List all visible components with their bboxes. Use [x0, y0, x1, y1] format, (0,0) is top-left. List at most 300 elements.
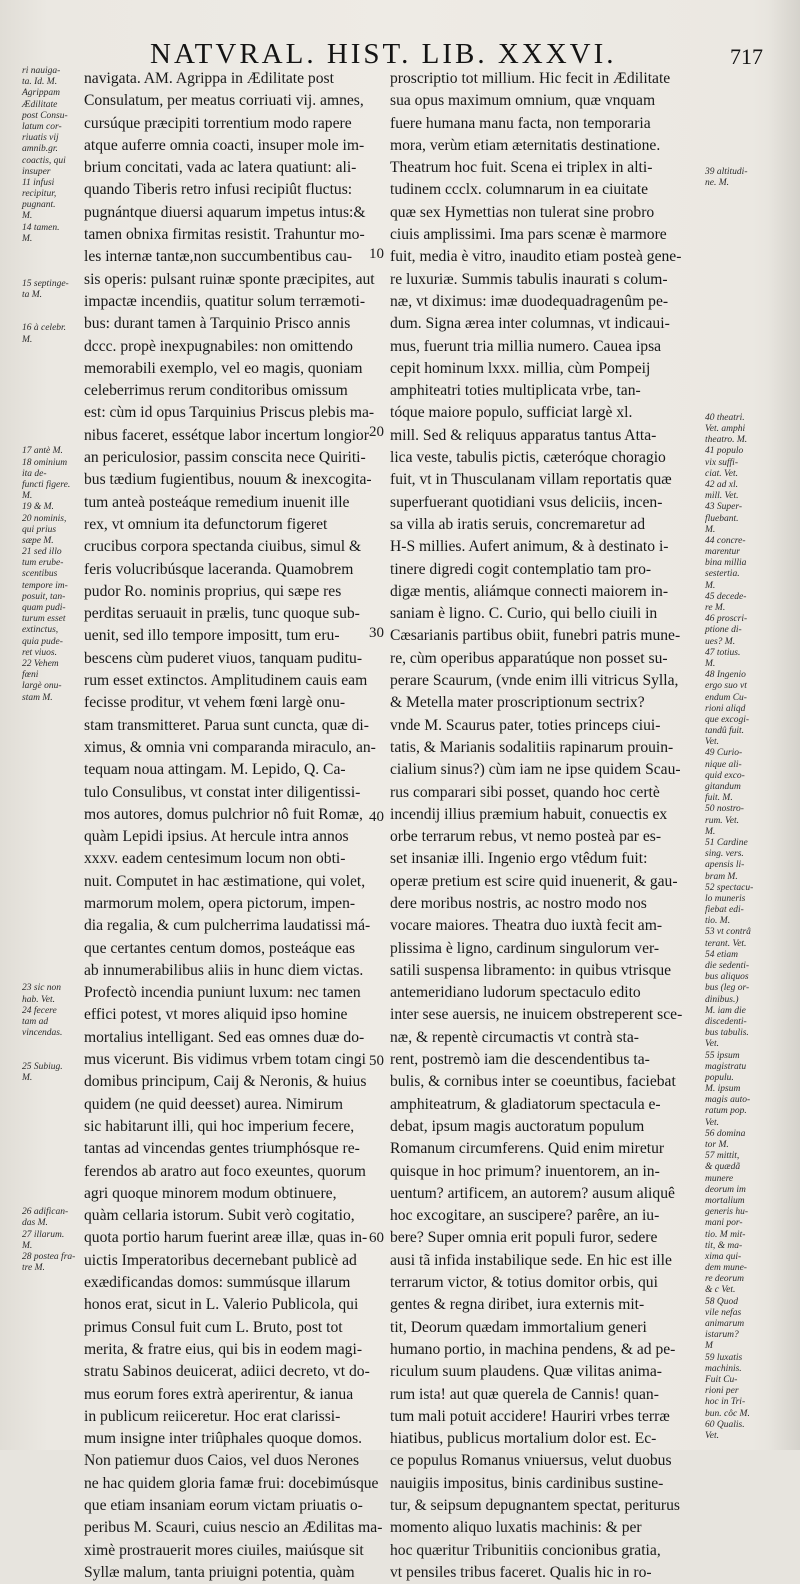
- margin-note-line: animarum: [705, 1319, 745, 1329]
- text-line: næ, vt diximus: imæ duodequadragenûm pe-: [390, 292, 669, 310]
- margin-note-line: bus tabulis.: [705, 1028, 749, 1039]
- margin-note-line: 47 totius.: [705, 647, 741, 658]
- margin-note-line: ret viuos.: [22, 647, 58, 658]
- margin-note-line: populu.: [705, 1072, 734, 1083]
- text-line: Non patiemur duos Caios, vel duos Nerones: [84, 1452, 360, 1470]
- margin-note-line: [22, 1140, 80, 1151]
- margin-note-line: [22, 1106, 80, 1117]
- margin-note-line: M.: [22, 491, 33, 502]
- text-line: rum ista! aut quæ querela de Cannis! quan-: [390, 1385, 659, 1403]
- margin-note-line: [22, 267, 80, 278]
- margin-note-line: gitandum: [705, 782, 741, 792]
- margin-note-line: ues? M.: [705, 636, 736, 647]
- margin-note-line: [22, 1151, 80, 1162]
- text-line: terrarum victor, & totius domitor orbis, qui: [390, 1274, 658, 1292]
- margin-note-line: bina millia: [705, 558, 747, 569]
- margin-note-line: [22, 245, 80, 256]
- text-line: re, cùm operibus apparatúque non posset su-: [390, 649, 668, 667]
- margin-note-line: M.: [705, 580, 716, 591]
- margin-note-line: [22, 402, 80, 413]
- text-line: operæ pretium est scire quid inuenerit, & gau-: [390, 872, 678, 890]
- margin-note-line: ne. M.: [705, 177, 730, 188]
- text-line: mus, fuerunt tria millia numero. Cauea ipsa: [390, 337, 662, 355]
- text-line: tinere digredi cogit contemplatio tam pro-: [390, 560, 652, 578]
- margin-note-line: hab. Vet.: [22, 994, 55, 1005]
- margin-note-line: theatro. M.: [705, 435, 748, 446]
- text-line: rum esset extinctos. Amplitudinem cauis eam: [84, 672, 368, 690]
- margin-note-line: [705, 144, 767, 155]
- margin-note-line: tio. M mit-: [705, 1229, 746, 1240]
- margin-note-line: 50 nostro-: [705, 804, 744, 815]
- margin-note-line: das M.: [22, 1218, 48, 1229]
- margin-note-line: tempore im-: [22, 580, 68, 591]
- text-line: saniam è ligno. C. Curio, qui bello ciuili in: [390, 605, 658, 623]
- margin-note-line: [22, 413, 80, 424]
- text-line: tatis, & Marianis sodalitiis rapinarum prouin-: [390, 738, 674, 756]
- right-margin-notes: [705, 66, 767, 1442]
- text-line: bus: durant tamen à Tarquinio Prisco annis: [84, 315, 351, 333]
- margin-note-line: terant. Vet.: [705, 938, 747, 949]
- margin-note-line: 21 sed illo: [22, 547, 62, 558]
- margin-note-line: tor M.: [705, 1140, 729, 1150]
- text-line: dccc. propè inexpugnabiles: non omittendo: [84, 337, 353, 355]
- margin-note-line: bun. côc M.: [705, 1408, 750, 1419]
- text-line: digæ mentis, aliámque connecti maiorem in-: [390, 582, 669, 600]
- text-line: tóque maiore populo, sufficiat largè xl.: [390, 404, 633, 422]
- margin-note-line: Ædilitate: [22, 99, 58, 110]
- margin-note-line: [22, 368, 80, 379]
- margin-note-line: 53 vt contrâ: [705, 927, 751, 938]
- text-line: exædificandas domos: summúsque illarum: [84, 1274, 351, 1292]
- margin-note-line: 54 etiam: [705, 949, 738, 960]
- text-line: dum. Signa ærea inter columnas, vt indicaui-: [390, 315, 670, 333]
- margin-note-line: [22, 1129, 80, 1140]
- text-line: nauigiis impositus, binis cardinibus sustine-: [390, 1474, 664, 1492]
- margin-note-line: Vet.: [705, 1430, 719, 1441]
- margin-note-line: re deorum: [705, 1274, 744, 1285]
- margin-note-line: [22, 860, 80, 871]
- margin-note-line: quid exco-: [705, 770, 745, 781]
- margin-note-line: [22, 760, 80, 771]
- margin-note-line: ita de-: [22, 468, 47, 479]
- text-line: quàm Lepidi ipsius. At hercule intra annos: [84, 828, 349, 846]
- margin-note-line: Agrippam: [22, 88, 60, 99]
- text-line: bus tædium fugientibus, nouum & inexcogita-: [84, 471, 372, 489]
- margin-note-line: [705, 368, 767, 379]
- text-line: mus vicerunt. Bis vidimus vrbem totam cingi: [84, 1051, 366, 1069]
- margin-note-line: [705, 301, 767, 312]
- margin-note-line: [705, 256, 767, 267]
- text-line: quàm cellaria istorum. Subit verò cogitatio,: [84, 1207, 355, 1225]
- text-line: ximè prostrauerit mores ciuiles, maiúsque sit: [84, 1541, 364, 1559]
- margin-note-line: 51 Cardine: [705, 837, 748, 848]
- margin-note-line: 18 ominium: [22, 457, 68, 468]
- margin-note-line: functi figere.: [22, 479, 71, 490]
- text-line: stam transmitteret. Parua sunt cuncta, quæ di-: [84, 716, 369, 734]
- text-line: Romanum circumferens. Quid enim miretur: [390, 1140, 665, 1158]
- text-line: celeberrimus rerum conditoribus omissum: [84, 382, 348, 400]
- text-line: orbe terrarum rebus, vt nemo posteà par es-: [390, 828, 662, 846]
- margin-note-line: [705, 357, 767, 368]
- margin-note-line: [22, 961, 80, 972]
- margin-note-line: vix suffi-: [705, 457, 738, 468]
- text-line: mus eorum fores extrà aperirentur, & ianua: [84, 1385, 354, 1403]
- text-line: effici potest, vt mores aliquid ipso homine: [84, 1006, 348, 1024]
- page-edge-shadow: [768, 0, 800, 1450]
- left-margin-notes: [22, 66, 80, 1274]
- text-line: mum insigne inter triûphales quoque domos.: [84, 1430, 363, 1448]
- text-line: que etiam insaniam eorum victam priuatis o-: [84, 1497, 363, 1514]
- text-line: perare Scaurum, (vnde enim illi vitricus Sylla,: [390, 672, 679, 690]
- margin-note-line: re M.: [705, 603, 726, 613]
- margin-note-line: [22, 849, 80, 860]
- margin-note-line: marentur: [705, 547, 741, 558]
- margin-note-line: [705, 402, 767, 413]
- text-line: navigata. AM. Agrippa in Ædilitate post: [84, 70, 334, 87]
- margin-note-line: [705, 133, 767, 144]
- margin-note-line: 40 theatri.: [705, 412, 745, 423]
- margin-note-line: [22, 894, 80, 905]
- margin-note-line: qui prius: [22, 524, 57, 535]
- margin-note-line: [22, 435, 80, 446]
- text-line: plissima è ligno, cardinum singulorum ver-: [390, 939, 660, 957]
- text-line: pudor Ro. nominis proprius, qui sæpe res: [84, 582, 342, 600]
- running-title: NATVRAL. HIST. LIB. XXXVI.: [150, 38, 617, 70]
- margin-note-line: Vet.: [705, 1117, 719, 1128]
- text-line: quidem (ne quid deesset) aurea. Nimirum: [84, 1095, 343, 1113]
- margin-note-line: [22, 793, 80, 804]
- line-number: 40: [369, 809, 384, 825]
- margin-note-line: [22, 916, 80, 927]
- margin-note-line: [22, 1174, 80, 1185]
- margin-note-line: [705, 200, 767, 211]
- text-line: amphiteatri toties multiplicata vrbe, tan-: [390, 382, 641, 400]
- margin-note-line: 56 domina: [705, 1128, 746, 1139]
- text-line: an periculosior, passim conscita nece Quiriti-: [84, 449, 366, 467]
- margin-note-line: largè onu-: [22, 681, 62, 692]
- text-line: hiatibus, publicus mortalium dolor est. Ec-: [390, 1430, 657, 1448]
- text-line: ab innumerabilibus aliis in hunc diem victas.: [84, 961, 364, 979]
- margin-note-line: 41 populo: [705, 446, 744, 457]
- margin-note-line: stam M.: [22, 692, 53, 703]
- text-line: quæ sex Hymettias non tulerat sine probro: [390, 203, 655, 221]
- margin-note-line: [22, 748, 80, 759]
- margin-note-line: magis auto-: [705, 1095, 751, 1106]
- text-line: dere moribus nostris, ac nostro modo nos: [390, 894, 647, 912]
- margin-note-line: [705, 290, 767, 301]
- margin-note-line: 42 ad xl.: [705, 479, 738, 490]
- margin-note-line: turum esset: [22, 614, 66, 625]
- text-line: vnde M. Scaurus pater, toties princeps ciui-: [390, 716, 661, 734]
- text-line: atque auferre omnia coacti, insuper mole im-: [84, 136, 365, 154]
- margin-note-line: quia pude-: [22, 636, 63, 647]
- text-line: vocare maiores. Theatra duo iuxtà fecit am-: [390, 917, 663, 935]
- margin-note-line: 15 septinge-: [22, 278, 69, 289]
- line-number: 50: [369, 1053, 384, 1069]
- text-line: bulis, & cornibus inter se coeuntibus, faciebat: [390, 1073, 676, 1091]
- text-line: rent, postremò iam die descendentibus ta-: [390, 1051, 650, 1069]
- line-number: 10: [369, 246, 384, 262]
- margin-note-line: fiebat edi-: [705, 905, 744, 916]
- text-line: tamen obnixa firmitas resistit. Trahuntur mo-: [84, 226, 365, 244]
- margin-note-line: [22, 1185, 80, 1196]
- margin-note-line: [22, 379, 80, 390]
- margin-note-line: 44 concre-: [705, 535, 746, 546]
- margin-note-line: coactis, qui: [22, 155, 66, 166]
- margin-note-line: 46 proscri-: [705, 614, 748, 625]
- margin-note-line: [22, 872, 80, 883]
- text-line: re luxuriæ. Summis tabulis inaurati s colum-: [390, 270, 668, 288]
- page-number: 717: [730, 44, 763, 69]
- margin-note-line: [22, 827, 80, 838]
- margin-note-line: [22, 737, 80, 748]
- margin-note-line: [22, 1118, 80, 1129]
- margin-note-line: 19 & M.: [22, 502, 54, 513]
- margin-note-line: bram M.: [705, 871, 738, 882]
- margin-note-line: Vet.: [705, 737, 719, 748]
- margin-note-line: [22, 715, 80, 726]
- text-line: que certantes centum domos, posteáque eas: [84, 939, 356, 957]
- margin-note-line: endum Cu-: [705, 692, 747, 703]
- margin-note-line: sing. vers.: [705, 849, 744, 860]
- margin-note-line: extinctus,: [22, 625, 59, 636]
- text-line: mortalius intelligant. Sed eas omnes duæ do-: [84, 1028, 365, 1046]
- margin-note-line: [22, 771, 80, 782]
- text-line: crucibus corpora spectanda ciuibus, simul &: [84, 538, 362, 556]
- text-line: in publicum reiiceretur. Hoc erat clarissi-: [84, 1407, 341, 1425]
- margin-note-line: [705, 312, 767, 323]
- margin-note-line: [22, 1095, 80, 1106]
- margin-note-line: 16 à celebr.: [22, 323, 67, 334]
- text-line: lica veste, tabulis pictis, cæteróque choragio: [390, 449, 666, 467]
- text-line: uenit, sed illo tempore impositt, tum eru-: [84, 627, 340, 645]
- line-number: 20: [369, 424, 384, 440]
- text-line: næ, & repentè circumactis vt contrà sta-: [390, 1028, 639, 1046]
- text-line: sa villa ab iratis seruis, concremaretur ad: [390, 515, 646, 533]
- text-line: proscriptio tot millium. Hic fecit in Ædilitate: [390, 70, 671, 87]
- margin-note-line: posuit, tan-: [22, 591, 66, 602]
- margin-note-line: mani por-: [705, 1218, 743, 1229]
- margin-note-line: [22, 1162, 80, 1173]
- margin-note-line: 20 nominis,: [22, 513, 67, 524]
- margin-note-line: [705, 111, 767, 122]
- margin-note-line: 23 sic non: [22, 983, 62, 994]
- text-line: mill. Sed & reliquus apparatus tantus Atta-: [390, 426, 657, 444]
- margin-note-line: Vet.: [705, 1039, 719, 1050]
- margin-note-line: M: [705, 1341, 713, 1352]
- margin-note-line: [705, 245, 767, 256]
- text-line: honos erat, sicut in L. Valerio Publicola, qui: [84, 1296, 359, 1314]
- text-line: uentum? artificem, an autorem? ausum aliquê: [390, 1184, 675, 1202]
- margin-note-line: dinibus.): [705, 994, 739, 1005]
- text-line: impactæ incendiis, quatitur solum terræmoti-: [84, 292, 366, 310]
- text-line: ce populus Romanus vniuersus, velut duobus: [390, 1452, 672, 1470]
- margin-note-line: [22, 256, 80, 267]
- margin-note-line: [22, 972, 80, 983]
- text-line: fuit, media è vitro, inaudito etiam posteà gene-: [390, 248, 682, 266]
- text-line: mos autores, domus pulchrior nô fuit Romæ,: [84, 805, 363, 823]
- text-line: xxxv. eadem centesimum locum non obti-: [84, 850, 346, 868]
- margin-note-line: 22 Vehem: [22, 658, 59, 669]
- margin-note-line: [22, 927, 80, 938]
- margin-note-line: munere: [705, 1173, 734, 1184]
- margin-note-line: [705, 211, 767, 222]
- margin-note-line: [705, 323, 767, 334]
- margin-note-line: nique ali-: [705, 759, 742, 770]
- margin-note-line: [705, 100, 767, 111]
- text-line: est: cùm id opus Tarquinius Priscus plebis ma-: [84, 404, 375, 422]
- margin-note-line: 60 Qualis.: [705, 1419, 745, 1430]
- margin-note-line: Fuit Cu-: [705, 1374, 738, 1385]
- margin-note-line: M.: [22, 1240, 33, 1251]
- text-line: H-S millies. Aufert animum, & à destinato i-: [390, 538, 669, 556]
- margin-note-line: 45 decede-: [705, 591, 747, 602]
- text-line: feris volucribúsque lacerandа. Quamobrem: [84, 560, 354, 578]
- text-line: brium concitati, vada ac latera quatiunt: ali-: [84, 159, 357, 177]
- margin-note-line: [22, 838, 80, 849]
- text-line: domibus principum, Caij & Neronis, & huius: [84, 1073, 367, 1091]
- text-line: rus comparari sibi posset, quando hoc certè: [390, 783, 660, 801]
- margin-note-line: [22, 357, 80, 368]
- margin-note-line: 43 Super-: [705, 502, 743, 513]
- margin-note-line: ta. Id. M.: [22, 77, 58, 88]
- line-number: 30: [369, 625, 384, 641]
- text-line: hoc excogitare, an suscipere? parêre, an iu-: [390, 1207, 660, 1225]
- margin-note-line: insuper: [22, 166, 51, 177]
- margin-note-line: que excogi-: [705, 714, 750, 725]
- text-line: tit, Deorum quædam immortalium generi: [390, 1318, 647, 1336]
- text-line: tum anteà posteáque remedium inuenit ille: [84, 493, 350, 511]
- text-line: Theatrum hoc fuit. Scena ei triplex in alti-: [390, 159, 653, 177]
- margin-note-line: [705, 122, 767, 133]
- text-line: perditas seruauit in prælis, tunc quoque sub-: [84, 605, 360, 623]
- margin-note-line: recipitur,: [22, 189, 57, 200]
- margin-note-line: deorum im: [705, 1184, 746, 1195]
- margin-note-line: 55 ipsum: [705, 1050, 740, 1061]
- text-line: ne hac quidem gloria famæ frui: docebimúsque: [84, 1474, 379, 1492]
- margin-note-line: ptione di-: [705, 625, 742, 636]
- text-line: amphiteatrum, & gladiatorum spectacula e-: [390, 1095, 661, 1113]
- margin-note-line: 48 Ingenio: [705, 670, 746, 681]
- text-line: fuit, vt in Thusculanam villam reportatis quæ: [390, 471, 672, 489]
- margin-note-line: [705, 379, 767, 390]
- margin-note-line: [705, 189, 767, 200]
- margin-note-line: [22, 1196, 80, 1207]
- text-line: inter sese auersis, ne inuicem obstreperent sce-: [390, 1006, 683, 1024]
- margin-note-line: sestertia.: [705, 569, 740, 580]
- text-line: antemeridiano ludorum spectaculo edito: [390, 984, 641, 1002]
- text-line: humano portio, in machina pendens, & ad pe-: [390, 1340, 676, 1358]
- margin-note-line: 39 altitudi-: [705, 166, 748, 177]
- text-line: quando Tiberis retro infusi recipiût fluctus:: [84, 181, 353, 199]
- margin-note-line: rioni per: [705, 1386, 739, 1397]
- margin-note-line: tandû fuit.: [705, 726, 745, 737]
- margin-note-line: discedenti-: [705, 1016, 747, 1027]
- margin-note-line: tum erube-: [22, 558, 64, 569]
- text-line: primus Consul fuit cum L. Bruto, post tot: [84, 1318, 343, 1336]
- margin-note-line: [22, 905, 80, 916]
- text-line: tequam noua attingam. M. Lepido, Q. Ca-: [84, 761, 346, 779]
- margin-note-line: rioni aliqd: [705, 703, 746, 714]
- margin-note-line: ergo suo vt: [705, 681, 747, 692]
- text-line: ximus, & omnia vni comparanda miraculo, an-: [84, 738, 376, 756]
- margin-note-line: [705, 234, 767, 245]
- text-line: tantas ad vincendas gentes triumphósque re-: [84, 1140, 360, 1158]
- margin-note-line: [22, 312, 80, 323]
- margin-note-line: M.: [705, 658, 716, 669]
- text-line: gentes & regna diribet, iura externis mit-: [390, 1296, 645, 1314]
- margin-note-line: riuatis vij: [22, 133, 59, 144]
- text-line: tum mali potuit accidere! Hauriri vrbes terræ: [390, 1407, 670, 1425]
- margin-note-line: M.: [22, 211, 33, 222]
- margin-note-line: [22, 704, 80, 715]
- margin-note-line: [705, 88, 767, 99]
- text-line: sua opus maximum omnium, quæ vnquam: [390, 92, 656, 110]
- text-line: fecisse proditur, vt vehem fœni largè onu-: [84, 694, 346, 712]
- margin-note-line: istarum?: [705, 1330, 739, 1341]
- margin-note-line: bus aliquos: [705, 972, 749, 983]
- text-line: quota portio harum fuerint areæ illæ, quas in-: [84, 1229, 368, 1247]
- text-line: satili suspensa libramento: in quibus vtrisque: [390, 961, 672, 979]
- margin-note-line: vincendas.: [22, 1028, 63, 1039]
- margin-note-line: [22, 1084, 80, 1095]
- margin-note-line: [22, 1039, 80, 1050]
- margin-note-line: [22, 726, 80, 737]
- text-line: tudinem ccclx. columnarum in ea ciuitate: [390, 181, 649, 199]
- margin-note-line: 17 antè M.: [22, 446, 63, 457]
- margin-note-line: ri nauiga-: [22, 66, 61, 76]
- text-line: cursúque præcipiti torrentium modo rapere: [84, 114, 352, 132]
- margin-note-line: [22, 346, 80, 357]
- text-line: nuit. Computet in hac æstimatione, qui volet,: [84, 872, 366, 890]
- margin-note-line: dem mune-: [705, 1263, 747, 1274]
- text-line: peribus M. Scauri, cuius nescio an Ædilitas ma-: [84, 1519, 383, 1537]
- text-line: memorabili exemplo, vel eo magis, quoniam: [84, 359, 363, 377]
- text-line: Cæsarianis partibus obiit, funebri patris mune-: [390, 627, 681, 645]
- text-line: debat, ipsum magis auctoratum populum: [390, 1117, 645, 1135]
- margin-note-line: 26 adifican-: [22, 1207, 69, 1218]
- margin-note-line: & quædã: [705, 1162, 741, 1173]
- margin-note-line: [705, 335, 767, 346]
- text-line: tur, & seipsum depugnantem spectat, periturus: [390, 1497, 680, 1514]
- margin-note-line: machinis.: [705, 1363, 742, 1374]
- margin-note-line: 24 fecere: [22, 1005, 57, 1016]
- text-line: cialium sinus?) cùm iam ne ipse quidem Scau-: [390, 761, 681, 779]
- margin-note-line: M.: [705, 826, 716, 837]
- margin-note-line: [705, 156, 767, 167]
- margin-note-line: [22, 424, 80, 435]
- text-line: merita, & fratre eius, qui bis in eodem magi-: [84, 1340, 363, 1358]
- margin-note-line: 57 mittit,: [705, 1151, 740, 1162]
- text-line: ausi tã infida instabilique sede. En hic est ille: [390, 1251, 672, 1269]
- text-line: sic habitarunt illi, qui hoc imperium fecere,: [84, 1117, 355, 1135]
- margin-note-line: [705, 390, 767, 401]
- text-line: riculum suum plaudens. Quæ vilitas anima-: [390, 1363, 662, 1381]
- margin-note-line: [22, 1051, 80, 1062]
- text-line: les internæ tantæ,non succumbentibus cau-: [84, 248, 353, 266]
- text-line: superfuerant quotidiani vsus deliciis, incen-: [390, 493, 663, 511]
- margin-note-line: M.: [705, 524, 716, 535]
- margin-note-line: mortalium: [705, 1195, 745, 1206]
- text-line: vt pensiles tribus faceret. Qualis hic in ro-: [390, 1563, 652, 1581]
- margin-note-line: lo muneris: [705, 893, 746, 904]
- margin-note-line: tio. M.: [705, 916, 731, 927]
- text-line: dia regalia, & cum pulcherrima laudatissi má-: [84, 917, 371, 935]
- margin-note-line: [705, 66, 767, 77]
- line-number: 60: [369, 1230, 384, 1246]
- margin-note-line: die sedenti-: [705, 961, 750, 971]
- margin-note-line: Vet. amphi: [705, 424, 746, 434]
